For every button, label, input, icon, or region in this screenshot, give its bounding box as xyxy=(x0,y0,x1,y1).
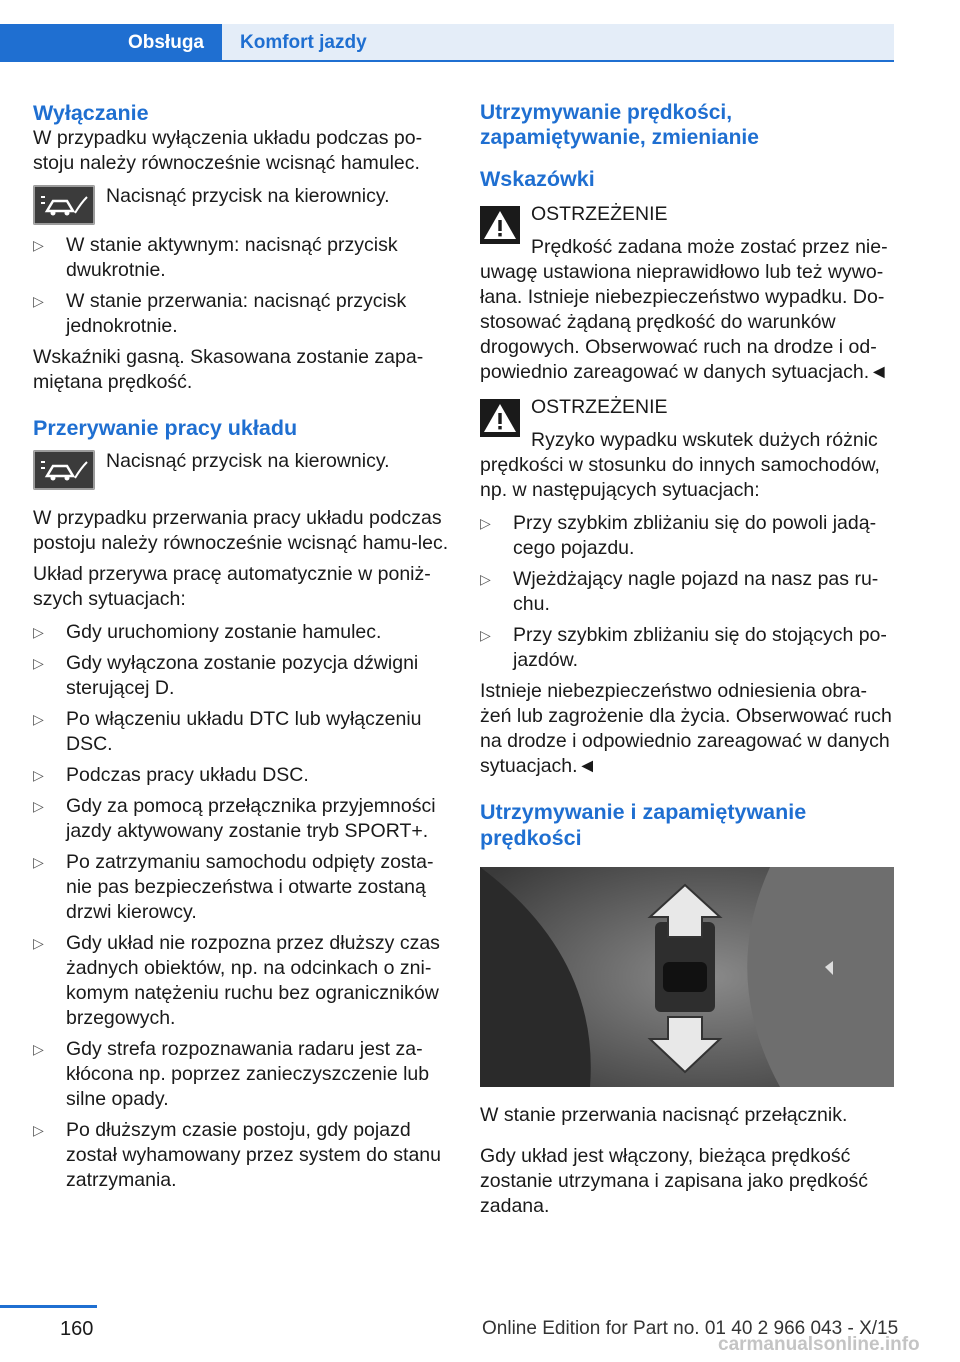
warning-text-first: Prędkość zadana może zostać przez nie- xyxy=(531,236,888,258)
list-item xyxy=(33,620,449,645)
warning-text: prędkości w stosunku do innych samochodów, np. w następujących sytuacjach: xyxy=(480,454,880,501)
list-item xyxy=(33,707,449,757)
triangle-bullet-icon: ▷ xyxy=(33,767,44,783)
heading-wylaczanie: Wyłączanie xyxy=(33,101,149,125)
paragraph: Gdy układ jest włączony, bieżąca prędkość zostanie utrzymana i zapisana jako prędkość zadana. xyxy=(480,1145,869,1217)
page-number: 160 xyxy=(60,1318,94,1340)
warning-label: OSTRZEŻENIE xyxy=(531,396,668,418)
triangle-bullet-icon: ▷ xyxy=(33,854,44,870)
list-item xyxy=(33,931,449,1031)
footer-edition: Online Edition for Part no. 01 40 2 966 043 - X/15 xyxy=(482,1318,899,1339)
list-off xyxy=(33,233,449,339)
list-item-text: Gdy za pomocą przełącznika przyjemności jazdy aktywowany zostanie tryb SPORT+. xyxy=(66,795,436,842)
list-item xyxy=(480,511,896,561)
steering-wheel-switch-photo xyxy=(480,867,894,1087)
list-auto-interrupt xyxy=(33,620,449,1193)
warning-triangle-icon xyxy=(480,399,520,437)
triangle-bullet-icon: ▷ xyxy=(33,1041,44,1057)
list-item xyxy=(480,567,896,617)
list-item-text: Gdy strefa rozpoznawania radaru jest za-kłócona np. poprzez zanieczyszczenie lub silne opady. xyxy=(66,1038,430,1110)
triangle-bullet-icon: ▷ xyxy=(33,624,44,640)
page-number-rule xyxy=(0,1305,97,1308)
list-item-text: Podczas pracy układu DSC. xyxy=(66,764,309,786)
list-item-text: Gdy wyłączona zostanie pozycja dźwigni sterującej D. xyxy=(66,652,419,699)
list-item-text: Po włączeniu układu DTC lub wyłączeniu DSC. xyxy=(66,708,422,755)
warning-label: OSTRZEŻENIE xyxy=(531,203,668,225)
warning-block xyxy=(480,395,896,503)
header-bar xyxy=(0,0,960,62)
triangle-bullet-icon: ▷ xyxy=(33,1122,44,1138)
paragraph: W przypadku przerwania pracy układu podczas postoju należy równocześnie wcisnąć hamu-lec. xyxy=(33,507,449,554)
list-item-text: Gdy układ nie rozpozna przez dłuższy czas żadnych obiektów, np. na odcinkach o zni-komym natężeniu ruchu bez ograniczników brzegowych. xyxy=(66,932,440,1029)
list-item-text: Przy szybkim zbliżaniu się do powoli jadą-cego pojazdu. xyxy=(513,512,877,559)
right-column xyxy=(480,100,896,1219)
cruise-control-button-icon xyxy=(33,450,95,490)
list-item-text: Przy szybkim zbliżaniu się do stojących po-jazdów. xyxy=(513,624,887,671)
list-item xyxy=(33,763,449,788)
triangle-bullet-icon: ▷ xyxy=(33,935,44,951)
list-situations xyxy=(480,511,896,673)
icon-instruction-text: Nacisnąć przycisk na kierownicy. xyxy=(106,185,390,207)
list-item xyxy=(480,623,896,673)
warning-text-first: Ryzyko wypadku wskutek dużych różnic xyxy=(531,429,878,451)
heading-utrzymywanie: Utrzymywanie prędkości, zapamiętywanie, zmienianie xyxy=(480,101,759,149)
header-rule xyxy=(0,60,894,62)
list-item xyxy=(33,651,449,701)
list-item-text: W stanie aktywnym: nacisnąć przycisk dwukrotnie. xyxy=(66,234,398,281)
icon-instruction-text: Nacisnąć przycisk na kierownicy. xyxy=(106,450,390,472)
list-item xyxy=(33,233,449,283)
list-item xyxy=(33,850,449,925)
list-item-text: W stanie przerwania: nacisnąć przycisk jednokrotnie. xyxy=(66,290,407,337)
paragraph: Istnieje niebezpieczeństwo odniesienia obra-żeń lub zagrożenie dla życia. Obserwować ruch na drodze i odpowiednio zareagować w danych sytuacjach.◄ xyxy=(480,680,892,777)
triangle-bullet-icon: ▷ xyxy=(33,711,44,727)
tab-obsluga[interactable]: Obsługa xyxy=(0,24,222,62)
heading-przerywanie: Przerywanie pracy układu xyxy=(33,416,298,440)
list-item xyxy=(33,1037,449,1112)
list-item xyxy=(33,1118,449,1193)
list-item-text: Wjeżdżający nagle pojazd na nasz pas ru-chu. xyxy=(513,568,879,615)
triangle-bullet-icon: ▷ xyxy=(33,293,44,309)
list-item xyxy=(33,794,449,844)
watermark: carmanualsonline.info xyxy=(718,1334,920,1355)
warning-text: uwagę ustawiona nieprawidłowo lub też wywo-łana. Istnieje niebezpieczeństwo wypadku. Do-stosować żądaną prędkość do warunków drogowych. Obserwować ruch na drodze i od-powiednio zareagować w danych sytuacjach.◄ xyxy=(480,261,889,383)
list-item-text: Gdy uruchomiony zostanie hamulec. xyxy=(66,621,382,643)
list-item-text: Po dłuższym czasie postoju, gdy pojazd został wyhamowany przez system do stanu zatrzymania. xyxy=(66,1119,441,1191)
paragraph: W przypadku wyłączenia układu podczas po-stoju należy równocześnie wcisnąć hamulec. xyxy=(33,127,423,174)
triangle-bullet-icon: ▷ xyxy=(480,571,491,587)
paragraph: W stanie przerwania nacisnąć przełącznik. xyxy=(480,1104,848,1126)
triangle-bullet-icon: ▷ xyxy=(33,798,44,814)
cruise-control-button-icon xyxy=(33,185,95,225)
icon-instruction xyxy=(33,449,449,490)
triangle-bullet-icon: ▷ xyxy=(480,515,491,531)
triangle-bullet-icon: ▷ xyxy=(480,627,491,643)
paragraph: Wskaźniki gasną. Skasowana zostanie zapa-miętana prędkość. xyxy=(33,346,424,393)
warning-block xyxy=(480,202,896,385)
tab-komfort-jazdy[interactable]: Komfort jazdy xyxy=(222,24,894,62)
triangle-bullet-icon: ▷ xyxy=(33,655,44,671)
icon-instruction xyxy=(33,184,449,225)
left-column xyxy=(33,100,449,1199)
list-item-text: Po zatrzymaniu samochodu odpięty zosta-nie pas bezpieczeństwa i otwarte zostaną drzwi kierowcy. xyxy=(66,851,434,923)
warning-triangle-icon xyxy=(480,206,520,244)
paragraph: Układ przerywa pracę automatycznie w poniż-szych sytuacjach: xyxy=(33,563,431,610)
triangle-bullet-icon: ▷ xyxy=(33,237,44,253)
list-item xyxy=(33,289,449,339)
heading-utrzymywanie-zapamietywanie: Utrzymywanie i zapamiętywanie prędkości xyxy=(480,800,807,850)
heading-wskazowki: Wskazówki xyxy=(480,167,595,191)
